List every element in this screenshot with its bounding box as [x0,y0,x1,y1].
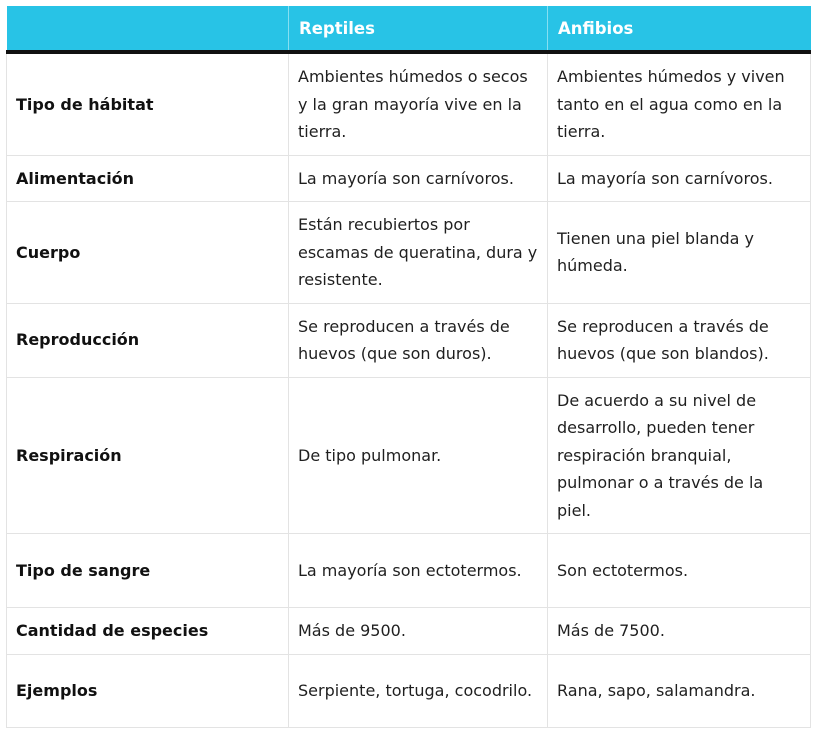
table-row [7,377,811,534]
comparison-table-container [6,6,810,728]
anfibios-cell: Ambientes húmedos y viven tanto en el agua como en la tierra. [548,52,811,155]
row-label: Tipo de hábitat [7,52,289,155]
reptiles-cell: Ambientes húmedos o secos y la gran mayoría vive en la tierra. [289,52,548,155]
reptiles-cell: La mayoría son carnívoros. [289,155,548,202]
reptiles-cell: Se reproducen a través de huevos (que son duros). [289,303,548,377]
reptiles-cell: Serpiente, tortuga, cocodrilo. [289,654,548,727]
table-row [7,534,811,608]
anfibios-cell: Son ectotermos. [548,534,811,608]
row-label: Cantidad de especies [7,608,289,655]
row-label: Cuerpo [7,202,289,304]
table-body [7,52,811,727]
header-anfibios: Anfibios [548,6,811,52]
anfibios-cell: La mayoría son carnívoros. [548,155,811,202]
table-row [7,654,811,727]
table-row [7,608,811,655]
row-label: Alimentación [7,155,289,202]
row-label: Tipo de sangre [7,534,289,608]
header-empty-cell [7,6,289,52]
row-label: Ejemplos [7,654,289,727]
row-label: Reproducción [7,303,289,377]
comparison-table [6,6,811,728]
anfibios-cell: Tienen una piel blanda y húmeda. [548,202,811,304]
row-label: Respiración [7,377,289,534]
table-row [7,155,811,202]
anfibios-cell: Más de 7500. [548,608,811,655]
table-header [7,6,811,52]
header-reptiles: Reptiles [289,6,548,52]
anfibios-cell: Rana, sapo, salamandra. [548,654,811,727]
anfibios-cell: De acuerdo a su nivel de desarrollo, pueden tener respiración branquial, pulmonar o a través de la piel. [548,377,811,534]
table-row [7,303,811,377]
reptiles-cell: Están recubiertos por escamas de queratina, dura y resistente. [289,202,548,304]
table-row [7,202,811,304]
reptiles-cell: La mayoría son ectotermos. [289,534,548,608]
header-row [7,6,811,52]
table-row [7,52,811,155]
reptiles-cell: De tipo pulmonar. [289,377,548,534]
anfibios-cell: Se reproducen a través de huevos (que son blandos). [548,303,811,377]
reptiles-cell: Más de 9500. [289,608,548,655]
